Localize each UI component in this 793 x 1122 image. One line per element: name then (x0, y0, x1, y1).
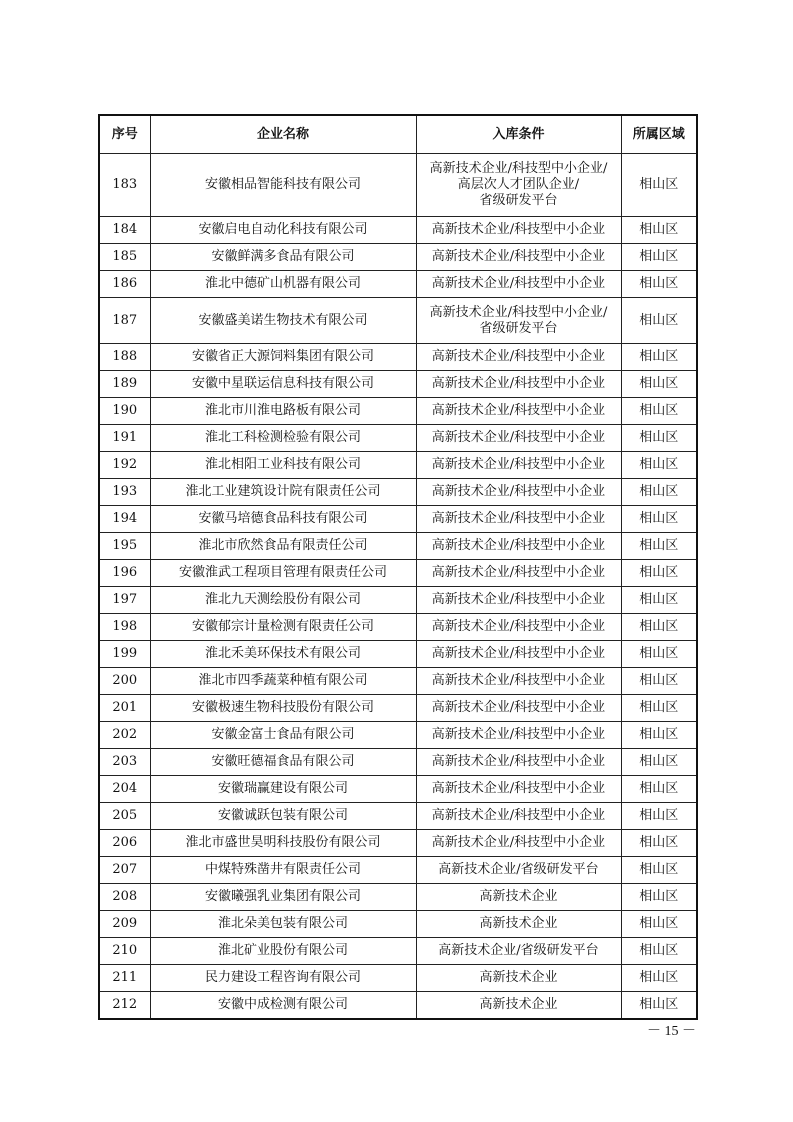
cell-serial: 194 (99, 506, 150, 533)
cell-criteria: 高新技术企业/科技型中小企业 (416, 641, 621, 668)
table-row (99, 884, 697, 911)
table-row (99, 803, 697, 830)
cell-region: 相山区 (621, 641, 697, 668)
cell-company-name: 淮北市盛世昊明科技股份有限公司 (150, 830, 416, 857)
table-row (99, 911, 697, 938)
cell-criteria: 高新技术企业/科技型中小企业 (416, 830, 621, 857)
table-row (99, 614, 697, 641)
cell-serial: 206 (99, 830, 150, 857)
table-row (99, 371, 697, 398)
cell-criteria: 高新技术企业/科技型中小企业 (416, 425, 621, 452)
table-row (99, 217, 697, 244)
cell-serial: 210 (99, 938, 150, 965)
cell-criteria: 高新技术企业/省级研发平台 (416, 938, 621, 965)
cell-company-name: 民力建设工程咨询有限公司 (150, 965, 416, 992)
cell-criteria: 高新技术企业/省级研发平台 (416, 857, 621, 884)
cell-serial: 199 (99, 641, 150, 668)
cell-region: 相山区 (621, 344, 697, 371)
cell-criteria: 高新技术企业/科技型中小企业 (416, 587, 621, 614)
cell-region: 相山区 (621, 722, 697, 749)
cell-serial: 209 (99, 911, 150, 938)
cell-serial: 212 (99, 992, 150, 1020)
cell-company-name: 安徽鲜满多食品有限公司 (150, 244, 416, 271)
cell-company-name: 安徽启电自动化科技有限公司 (150, 217, 416, 244)
cell-region: 相山区 (621, 298, 697, 344)
cell-serial: 191 (99, 425, 150, 452)
cell-region: 相山区 (621, 244, 697, 271)
cell-company-name: 淮北市四季蔬菜种植有限公司 (150, 668, 416, 695)
table-row (99, 244, 697, 271)
cell-region: 相山区 (621, 614, 697, 641)
cell-company-name: 淮北朵美包装有限公司 (150, 911, 416, 938)
table-row (99, 965, 697, 992)
cell-criteria: 高新技术企业 (416, 992, 621, 1020)
cell-region: 相山区 (621, 668, 697, 695)
table-row (99, 776, 697, 803)
table-row (99, 452, 697, 479)
table-row (99, 560, 697, 587)
cell-company-name: 安徽极速生物科技股份有限公司 (150, 695, 416, 722)
page-number: － 15 － (647, 1024, 696, 1039)
cell-region: 相山区 (621, 776, 697, 803)
cell-region: 相山区 (621, 533, 697, 560)
enterprise-table (98, 114, 698, 1020)
cell-criteria: 高新技术企业/科技型中小企业 (416, 803, 621, 830)
table-body (99, 154, 697, 1020)
cell-serial: 192 (99, 452, 150, 479)
cell-company-name: 安徽省正大源饲料集团有限公司 (150, 344, 416, 371)
cell-criteria: 高新技术企业/科技型中小企业 (416, 614, 621, 641)
cell-company-name: 安徽中成检测有限公司 (150, 992, 416, 1020)
cell-region: 相山区 (621, 506, 697, 533)
cell-serial: 205 (99, 803, 150, 830)
cell-region: 相山区 (621, 911, 697, 938)
cell-region: 相山区 (621, 217, 697, 244)
cell-criteria: 高新技术企业/科技型中小企业 (416, 244, 621, 271)
cell-region: 相山区 (621, 695, 697, 722)
cell-company-name: 淮北工业建筑设计院有限责任公司 (150, 479, 416, 506)
cell-serial: 190 (99, 398, 150, 425)
cell-company-name: 安徽淮武工程项目管理有限责任公司 (150, 560, 416, 587)
cell-serial: 183 (99, 154, 150, 217)
cell-company-name: 安徽曦强乳业集团有限公司 (150, 884, 416, 911)
table-row (99, 533, 697, 560)
table-row (99, 938, 697, 965)
cell-criteria: 高新技术企业 (416, 884, 621, 911)
cell-region: 相山区 (621, 398, 697, 425)
cell-criteria: 高新技术企业/科技型中小企业 (416, 722, 621, 749)
cell-region: 相山区 (621, 425, 697, 452)
cell-company-name: 淮北工科检测检验有限公司 (150, 425, 416, 452)
cell-serial: 187 (99, 298, 150, 344)
cell-serial: 189 (99, 371, 150, 398)
cell-region: 相山区 (621, 371, 697, 398)
cell-region: 相山区 (621, 749, 697, 776)
cell-criteria: 高新技术企业/科技型中小企业 (416, 479, 621, 506)
cell-serial: 200 (99, 668, 150, 695)
cell-criteria: 高新技术企业/科技型中小企业 (416, 398, 621, 425)
cell-region: 相山区 (621, 452, 697, 479)
cell-company-name: 淮北九天测绘股份有限公司 (150, 587, 416, 614)
cell-criteria: 高新技术企业/科技型中小企业 (416, 668, 621, 695)
cell-company-name: 中煤特殊凿井有限责任公司 (150, 857, 416, 884)
table-row (99, 398, 697, 425)
table-row (99, 425, 697, 452)
cell-region: 相山区 (621, 479, 697, 506)
cell-criteria: 高新技术企业/科技型中小企业 (416, 344, 621, 371)
cell-criteria: 高新技术企业/科技型中小企业 (416, 506, 621, 533)
table-row (99, 857, 697, 884)
cell-region: 相山区 (621, 857, 697, 884)
cell-serial: 207 (99, 857, 150, 884)
cell-company-name: 安徽马培德食品科技有限公司 (150, 506, 416, 533)
cell-company-name: 淮北相阳工业科技有限公司 (150, 452, 416, 479)
header-company-name: 企业名称 (150, 115, 416, 154)
cell-criteria: 高新技术企业/科技型中小企业 (416, 271, 621, 298)
cell-region: 相山区 (621, 992, 697, 1020)
cell-serial: 195 (99, 533, 150, 560)
cell-serial: 185 (99, 244, 150, 271)
cell-criteria: 高新技术企业/科技型中小企业 (416, 533, 621, 560)
table-row (99, 506, 697, 533)
cell-criteria: 高新技术企业 (416, 965, 621, 992)
cell-company-name: 淮北市欣然食品有限责任公司 (150, 533, 416, 560)
cell-serial: 203 (99, 749, 150, 776)
cell-company-name: 淮北禾美环保技术有限公司 (150, 641, 416, 668)
header-serial: 序号 (99, 115, 150, 154)
cell-region: 相山区 (621, 965, 697, 992)
table-row (99, 749, 697, 776)
cell-criteria: 高新技术企业/科技型中小企业/ 高层次人才团队企业/ 省级研发平台 (416, 154, 621, 217)
cell-company-name: 安徽瑞赢建设有限公司 (150, 776, 416, 803)
cell-region: 相山区 (621, 803, 697, 830)
cell-company-name: 安徽诚跃包装有限公司 (150, 803, 416, 830)
cell-serial: 208 (99, 884, 150, 911)
cell-company-name: 淮北矿业股份有限公司 (150, 938, 416, 965)
cell-serial: 186 (99, 271, 150, 298)
table-row (99, 298, 697, 344)
table-row (99, 344, 697, 371)
cell-company-name: 淮北市川淮电路板有限公司 (150, 398, 416, 425)
cell-criteria: 高新技术企业 (416, 911, 621, 938)
table-row (99, 154, 697, 217)
cell-serial: 204 (99, 776, 150, 803)
cell-criteria: 高新技术企业/科技型中小企业 (416, 371, 621, 398)
table-row (99, 641, 697, 668)
cell-criteria: 高新技术企业/科技型中小企业 (416, 560, 621, 587)
cell-company-name: 安徽中星联运信息科技有限公司 (150, 371, 416, 398)
cell-serial: 202 (99, 722, 150, 749)
cell-region: 相山区 (621, 154, 697, 217)
cell-company-name: 安徽旺德福食品有限公司 (150, 749, 416, 776)
cell-company-name: 安徽相品智能科技有限公司 (150, 154, 416, 217)
cell-company-name: 安徽郁宗计量检测有限责任公司 (150, 614, 416, 641)
table-row (99, 695, 697, 722)
cell-criteria: 高新技术企业/科技型中小企业 (416, 749, 621, 776)
table-row (99, 271, 697, 298)
table-row (99, 992, 697, 1020)
cell-region: 相山区 (621, 587, 697, 614)
cell-region: 相山区 (621, 884, 697, 911)
cell-criteria: 高新技术企业/科技型中小企业 (416, 776, 621, 803)
cell-region: 相山区 (621, 830, 697, 857)
cell-serial: 193 (99, 479, 150, 506)
table-header-row (99, 115, 697, 154)
cell-company-name: 安徽金富士食品有限公司 (150, 722, 416, 749)
cell-criteria: 高新技术企业/科技型中小企业/ 省级研发平台 (416, 298, 621, 344)
header-criteria: 入库条件 (416, 115, 621, 154)
cell-region: 相山区 (621, 938, 697, 965)
table-row (99, 722, 697, 749)
cell-criteria: 高新技术企业/科技型中小企业 (416, 695, 621, 722)
cell-serial: 201 (99, 695, 150, 722)
cell-serial: 196 (99, 560, 150, 587)
table-row (99, 830, 697, 857)
cell-region: 相山区 (621, 560, 697, 587)
cell-serial: 188 (99, 344, 150, 371)
table-row (99, 587, 697, 614)
header-region: 所属区域 (621, 115, 697, 154)
cell-serial: 198 (99, 614, 150, 641)
cell-criteria: 高新技术企业/科技型中小企业 (416, 452, 621, 479)
cell-company-name: 安徽盛美诺生物技术有限公司 (150, 298, 416, 344)
table-row (99, 668, 697, 695)
cell-serial: 184 (99, 217, 150, 244)
table-row (99, 479, 697, 506)
cell-criteria: 高新技术企业/科技型中小企业 (416, 217, 621, 244)
cell-serial: 197 (99, 587, 150, 614)
cell-serial: 211 (99, 965, 150, 992)
cell-company-name: 淮北中德矿山机器有限公司 (150, 271, 416, 298)
cell-region: 相山区 (621, 271, 697, 298)
